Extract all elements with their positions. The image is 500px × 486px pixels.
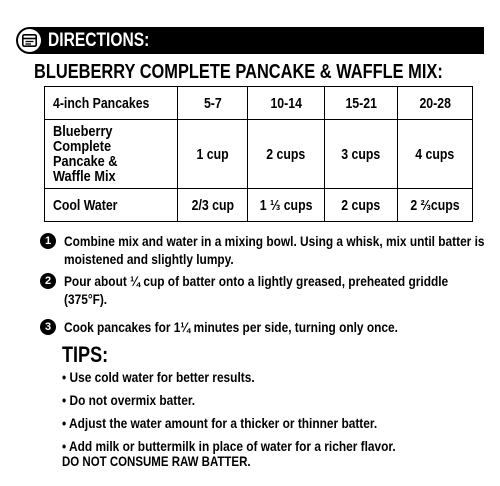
table-cell: 1 cup <box>178 120 248 189</box>
step-number-badge: 2 <box>40 273 56 289</box>
step-item <box>40 272 490 318</box>
table-cell: 1 ⅓ cups <box>248 189 325 222</box>
step-number-badge: 1 <box>40 233 56 249</box>
directions-header <box>16 27 484 54</box>
table-cell: 2 ⅔cups <box>398 189 473 222</box>
product-title: BLUEBERRY COMPLETE PANCAKE & WAFFLE MIX: <box>34 61 443 83</box>
step-item <box>40 318 490 336</box>
table-row-label: Cool Water <box>45 189 178 222</box>
list-item: • Use cold water for better results. <box>62 369 255 385</box>
tips-title: TIPS: <box>62 342 109 367</box>
directions-title: DIRECTIONS: <box>48 30 150 51</box>
steps-list <box>40 232 490 336</box>
table-cell: 4 cups <box>398 120 473 189</box>
list-item: • Add milk or buttermilk in place of water for a richer flavor. <box>62 438 396 454</box>
raw-batter-warning: DO NOT CONSUME RAW BATTER. <box>62 453 251 469</box>
table-header-cell: 20-28 <box>398 87 473 120</box>
table-header-cell: 15-21 <box>325 87 398 120</box>
amounts-table <box>44 86 473 222</box>
table-row <box>45 120 473 189</box>
table-cell: 3 cups <box>325 120 398 189</box>
step-text: Pour about ¼ cup of batter onto a lightly greased, preheated griddle (375°F). <box>64 273 449 307</box>
step-number-badge: 3 <box>40 319 56 335</box>
table-cell: 2 cups <box>325 189 398 222</box>
table-header-label: 4-inch Pancakes <box>45 87 178 120</box>
table-cell: 2 cups <box>248 120 325 189</box>
table-cell: 2/3 cup <box>178 189 248 222</box>
table-header-cell: 10-14 <box>248 87 325 120</box>
step-text: Combine mix and water in a mixing bowl. Using a whisk, mix until batter is moistened and slightly lumpy. <box>64 233 485 267</box>
table-header-cell: 5-7 <box>178 87 248 120</box>
table-row <box>45 189 473 222</box>
table-row-label: Blueberry Complete Pancake & Waffle Mix <box>45 120 178 189</box>
list-item: • Do not overmix batter. <box>62 392 196 408</box>
tips-list <box>62 366 455 458</box>
table-header-row <box>45 87 473 120</box>
step-text: Cook pancakes for 1¼ minutes per side, turning only once. <box>64 319 398 335</box>
recipe-box-icon <box>18 29 41 52</box>
list-item: • Adjust the water amount for a thicker or thinner batter. <box>62 415 378 431</box>
step-item <box>40 232 490 272</box>
